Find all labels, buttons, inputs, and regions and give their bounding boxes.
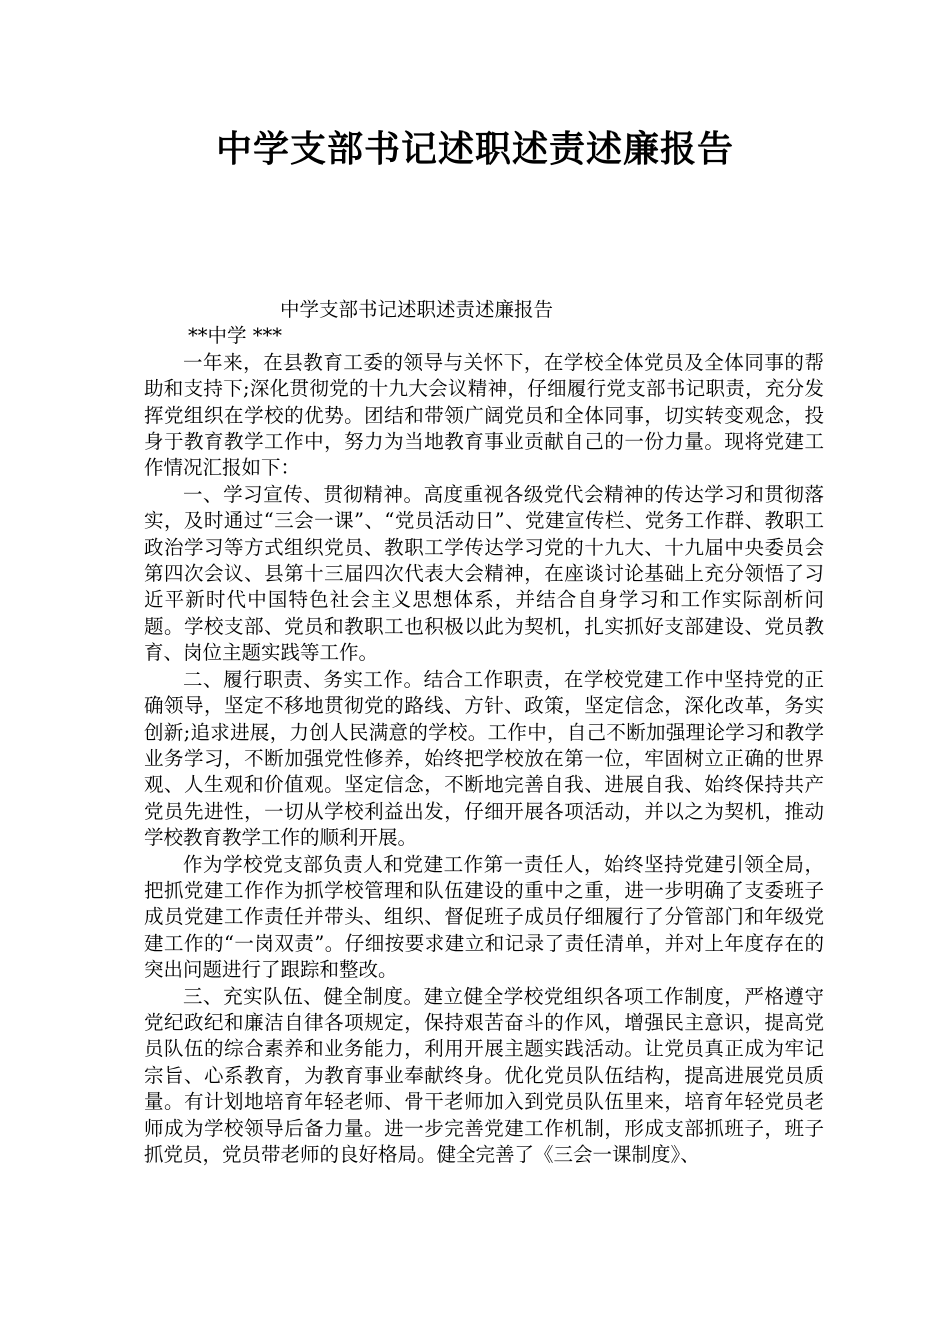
- document-body: [144, 297, 824, 1168]
- document-subtitle: 中学支部书记述职述责述廉报告: [280, 298, 554, 321]
- paragraph-intro: 一年来，在县教育工委的领导与关怀下，在学校全体党员及全体同事的帮助和支持下;深化贯彻党的十九大会议精神，仔细履行党支部书记职责，充分发挥党组织在学校的优势。团结和带领广阔党员和全体同事，切实转变观念，投身于教育教学工作中，努力为当地教育事业贡献自己的一份力量。现将党建工作情况汇报如下：: [144, 350, 824, 480]
- paragraph-responsibility: 作为学校党支部负责人和党建工作第一责任人，始终坚持党建引领全局，把抓党建工作作为抓学校管理和队伍建设的重中之重，进一步明确了支委班子成员党建工作责任并带头、组织、督促班子成员仔细履行了分管部门和年级党建工作的“一岗双责”。仔细按要求建立和记录了责任清单，并对上年度存在的突出问题进行了跟踪和整改。: [144, 852, 824, 982]
- document-title: 中学支部书记述职述责述廉报告: [215, 129, 734, 170]
- author-line: **中学 ***: [188, 324, 282, 348]
- paragraph-section-3: 三、充实队伍、健全制度。建立健全学校党组织各项工作制度，严格遵守党纪政纪和廉洁自律各项规定，保持艰苦奋斗的作风，增强民主意识，提高党员队伍的综合素养和业务能力，利用开展主题实践活动。让党员真正成为牢记宗旨、心系教育，为教育事业奉献终身。优化党员队伍结构，提高进展党员质量。有计划地培育年轻老师、骨干老师加入到党员队伍里来，培育年轻党员老师成为学校领导后备力量。进一步完善党建工作机制，形成支部抓班子，班子抓党员，党员带老师的良好格局。健全完善了《三会一课制度》、: [144, 984, 824, 1166]
- paragraph-section-1: 一、学习宣传、贯彻精神。高度重视各级党代会精神的传达学习和贯彻落实，及时通过“三会一课”、“党员活动日”、党建宣传栏、党务工作群、教职工政治学习等方式组织党员、教职工学传达学习党的十九大、十九届中央委员会第四次会议、县第十三届四次代表大会精神，在座谈讨论基础上充分领悟了习近平新时代中国特色社会主义思想体系，并结合自身学习和工作实际剖析问题。学校支部、党员和教职工也积极以此为契机，扎实抓好支部建设、党员教育、岗位主题实践等工作。: [144, 482, 824, 665]
- paragraph-section-2: 二、履行职责、务实工作。结合工作职责，在学校党建工作中坚持党的正确领导，坚定不移地贯彻党的路线、方针、政策，坚定信念，深化改革，务实创新;追求进展，力创人民满意的学校。工作中，自己不断加强理论学习和教学业务学习，不断加强党性修养，始终把学校放在第一位，牢固树立正确的世界观、人生观和价值观。坚定信念，不断地完善自我、进展自我、始终保持共产党员先进性，一切从学校利益出发，仔细开展各项活动，并以之为契机，推动学校教育教学工作的顺利开展。: [144, 667, 824, 850]
